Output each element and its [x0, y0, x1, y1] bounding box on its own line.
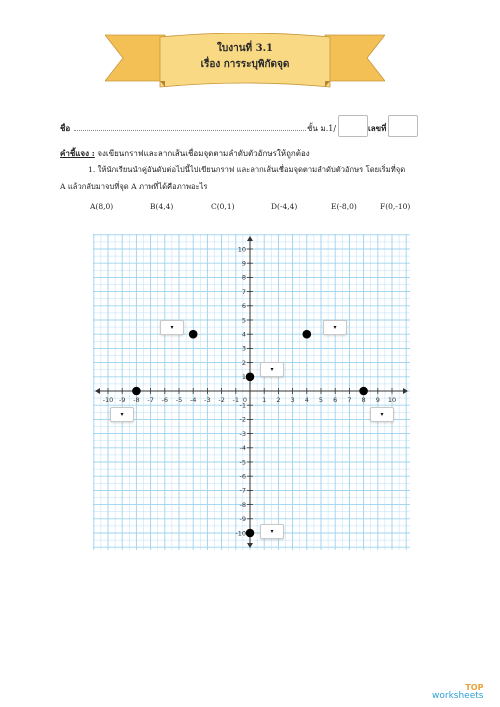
x-tick-label: 0 — [242, 396, 248, 404]
coordinate-plane[interactable] — [93, 234, 410, 550]
x-tick-label: -8 — [133, 396, 140, 404]
x-tick-label: -2 — [218, 396, 225, 404]
coordinate-plane-svg[interactable] — [93, 234, 410, 550]
x-tick-label: 2 — [276, 396, 281, 404]
x-tick-label: -5 — [175, 396, 183, 404]
banner-text — [165, 41, 325, 73]
x-tick-label: -1 — [232, 396, 240, 404]
x-tick-label: -9 — [118, 396, 126, 404]
y-tick-label: -5 — [239, 458, 246, 467]
y-tick-label: -2 — [239, 415, 246, 424]
x-axis-arrow-right — [403, 388, 408, 394]
y-tick-label: -3 — [239, 429, 246, 438]
x-tick-label: -6 — [161, 396, 169, 404]
answer-dropdown-4[interactable] — [110, 407, 134, 422]
y-tick-label: 10 — [237, 245, 246, 254]
y-tick-label: 5 — [241, 316, 246, 325]
y-tick-label: -9 — [239, 515, 246, 524]
answer-dropdown-1[interactable] — [160, 320, 184, 335]
y-tick-label: 9 — [241, 259, 246, 268]
top-worksheets-logo — [432, 683, 483, 701]
data-point — [189, 330, 198, 339]
chevron-down-icon: ▾ — [270, 528, 274, 535]
name-field[interactable] — [74, 122, 306, 131]
answer-dropdown-3[interactable] — [260, 362, 284, 377]
y-tick-label: -8 — [239, 500, 246, 509]
worksheet-topic: เรื่อง การระบุพิกัดจุด — [200, 59, 290, 70]
y-tick-label: -6 — [239, 472, 246, 481]
item1-line2: A แล้วกลับมาจบที่จุด A ภาพที่ได้คือภาพอะไร — [60, 182, 208, 191]
y-axis-arrow-up — [247, 236, 253, 241]
x-tick-label: 6 — [333, 396, 338, 404]
y-tick-label: -7 — [239, 486, 246, 495]
logo-top-text: TOP — [465, 683, 484, 692]
x-tick-label: 5 — [318, 396, 324, 404]
title-banner — [105, 33, 385, 93]
chevron-down-icon: ▾ — [333, 324, 337, 331]
instructions — [60, 147, 310, 160]
answer-dropdown-6[interactable] — [260, 524, 284, 539]
instructions-title: คำชี้แจง : — [60, 148, 95, 158]
y-tick-label: 1 — [241, 373, 246, 382]
x-tick-label: 8 — [361, 396, 366, 404]
data-point — [303, 330, 312, 339]
y-tick-label: 6 — [241, 302, 246, 311]
worksheet-number: ใบงานที่ 3.1 — [216, 43, 274, 54]
answer-dropdown-2[interactable] — [323, 320, 347, 335]
x-tick-label: 3 — [290, 396, 295, 404]
y-tick-label: 7 — [241, 287, 246, 296]
point-label-f: F(0,-10) — [380, 202, 411, 211]
y-tick-label: 3 — [241, 344, 246, 353]
x-tick-label: -4 — [189, 396, 197, 404]
y-tick-label: -4 — [239, 444, 246, 453]
logo-bottom-text: worksheets — [432, 691, 484, 701]
number-field[interactable] — [388, 115, 418, 137]
class-label: ชั้น ม.1/ — [307, 124, 337, 133]
name-label: ชื่อ — [60, 123, 71, 133]
instructions-text: จงเขียนกราฟและลากเส้นเชื่อมจุดตามลำดับตัวอักษรให้ถูกต้อง — [97, 149, 310, 158]
chevron-down-icon: ▾ — [170, 324, 174, 331]
y-tick-label: 4 — [241, 330, 246, 339]
data-point — [246, 373, 255, 382]
chevron-down-icon: ▾ — [270, 366, 274, 373]
class-field[interactable] — [338, 115, 368, 137]
y-tick-label: -1 — [239, 401, 246, 410]
y-tick-label: -10 — [235, 529, 246, 538]
x-tick-label: -7 — [147, 396, 154, 404]
chevron-down-icon: ▾ — [380, 411, 384, 418]
answer-dropdown-5[interactable] — [370, 407, 394, 422]
number-label: เลขที่ — [368, 123, 387, 133]
data-point — [359, 387, 368, 396]
x-tick-label: -10 — [102, 396, 114, 404]
point-label-d: D(-4,4) — [271, 202, 298, 211]
point-label-a: A(8,0) — [90, 202, 114, 211]
x-tick-label: 7 — [347, 396, 352, 404]
x-axis-arrow-left — [95, 388, 100, 394]
point-label-b: B(4,4) — [150, 202, 174, 211]
data-point — [246, 529, 255, 538]
y-tick-label: 2 — [241, 358, 246, 367]
point-label-e: E(-8,0) — [331, 202, 357, 211]
x-tick-label: 9 — [375, 396, 380, 404]
data-point — [132, 387, 141, 396]
chevron-down-icon: ▾ — [120, 411, 124, 418]
x-tick-label: 4 — [304, 396, 309, 404]
point-label-c: C(0,1) — [211, 202, 235, 211]
x-tick-label: 1 — [262, 396, 267, 404]
item1-line1: 1. ให้นักเรียนนำคู่อันดับต่อไปนี้ไปเขียนกราฟ และลากเส้นเชื่อมจุดตามลำดับตัวอักษร โดยเริ่มที่จุด — [88, 165, 406, 174]
x-tick-label: -3 — [204, 396, 211, 404]
x-tick-label: 10 — [387, 396, 397, 404]
y-tick-label: 8 — [241, 273, 246, 282]
